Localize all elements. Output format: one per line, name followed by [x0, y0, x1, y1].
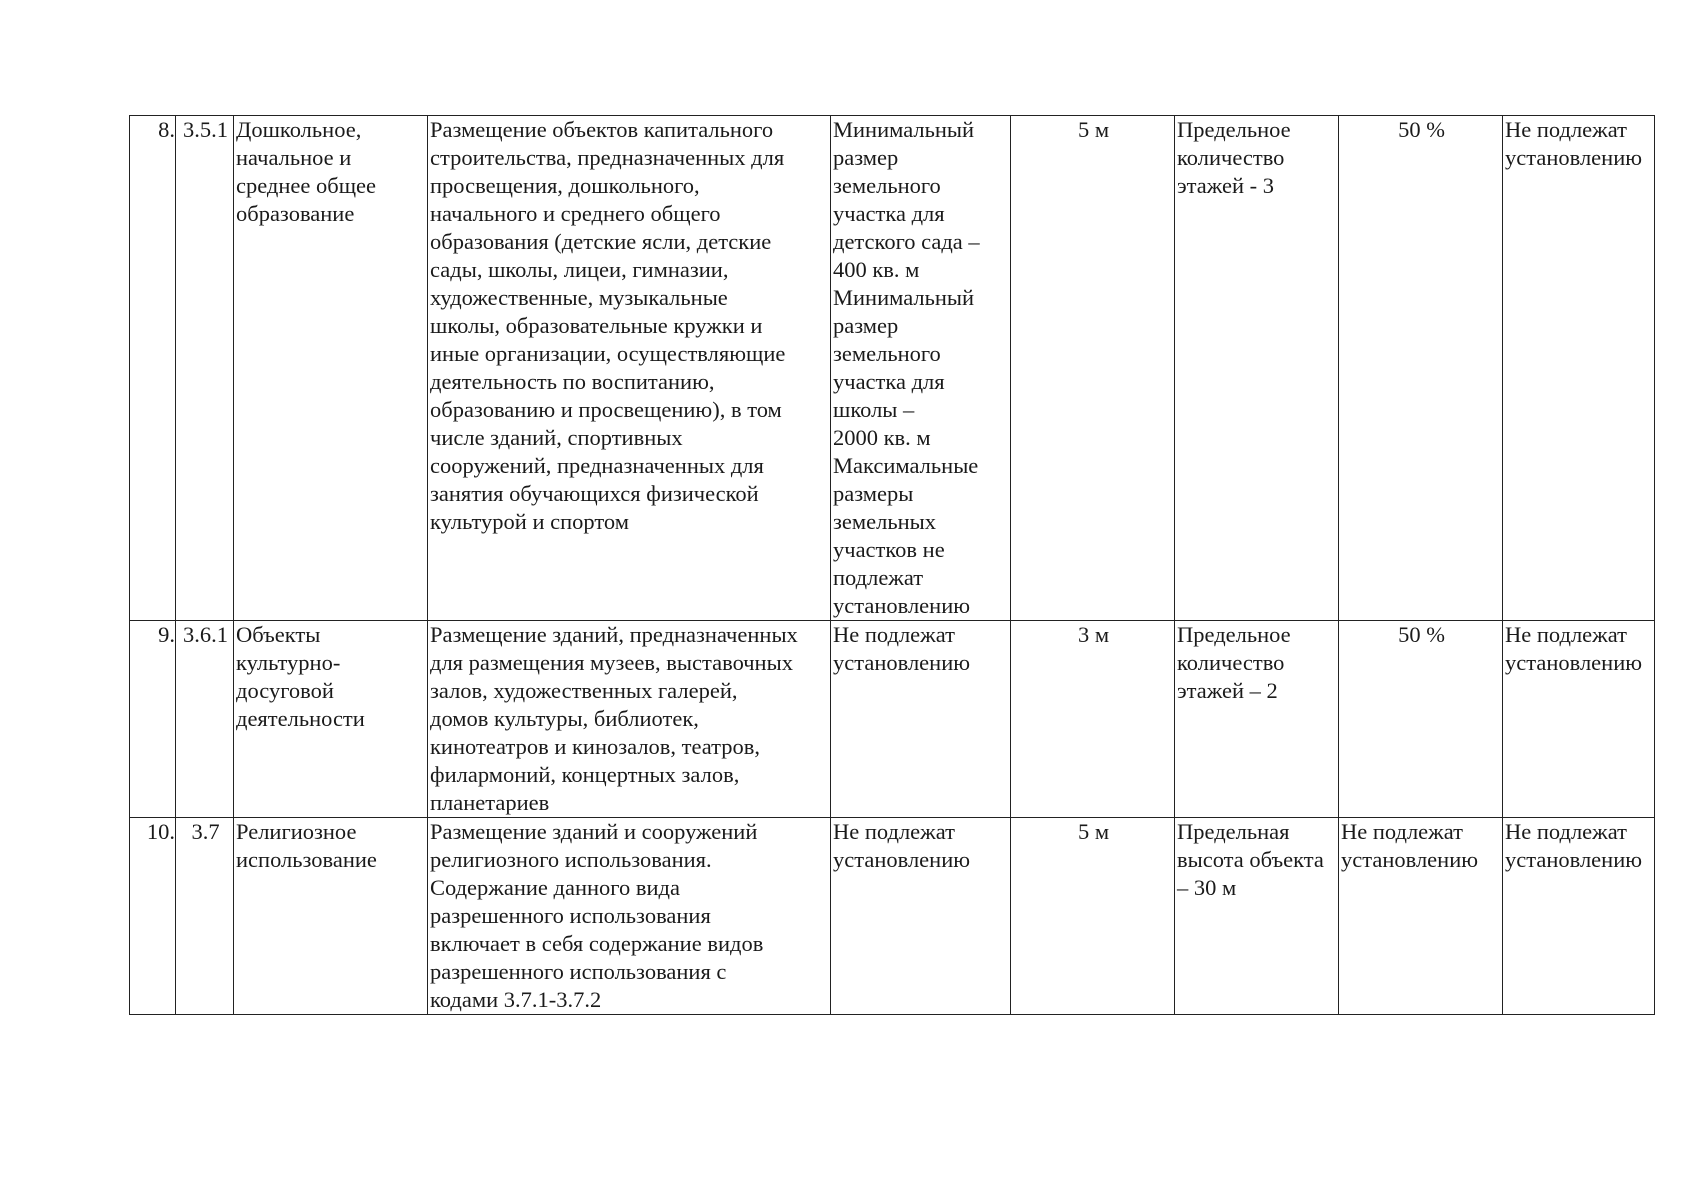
- use-description: Размещение зданий, предназначенных для размещения музеев, выставочных залов, художественных галерей, домов культуры, библиотек, кинотеатров и кинозалов, театров, филармоний, концертных залов, планетариев: [428, 621, 831, 818]
- use-code: 3.6.1: [176, 621, 234, 818]
- use-description: Размещение зданий и сооружений религиозного использования. Содержание данного вида разрешенного использования включает в себя содержание видов разрешенного использования с кодами 3.7.1-3.7.2: [428, 818, 831, 1015]
- plot-size: Не подлежат установлению: [831, 621, 1011, 818]
- other-params: Не подлежат установлению: [1503, 621, 1655, 818]
- height-limit: Предельное количество этажей - 3: [1175, 116, 1339, 621]
- row-number: 8.: [130, 116, 176, 621]
- coverage: Не подлежат установлению: [1339, 818, 1503, 1015]
- plot-size: Минимальный размер земельного участка для детского сада – 400 кв. м Минимальный размер земельного участка для школы – 2000 кв. м Максимальные размеры земельных участков не подлежат установлению: [831, 116, 1011, 621]
- setback: 5 м: [1011, 116, 1175, 621]
- use-name: Объекты культурно- досуговой деятельности: [234, 621, 428, 818]
- row-number: 9.: [130, 621, 176, 818]
- coverage: 50 %: [1339, 621, 1503, 818]
- table-row: [130, 818, 1655, 1015]
- use-description: Размещение объектов капитального строительства, предназначенных для просвещения, дошкольного, начального и среднего общего образования (детские ясли, детские сады, школы, лицеи, гимназии, художественные, музыкальные школы, образовательные кружки и иные организации, осуществляющие деятельность по воспитанию, образованию и просвещению), в том числе зданий, спортивных сооружений, предназначенных для занятия обучающихся физической культурой и спортом: [428, 116, 831, 621]
- land-use-table: [129, 115, 1655, 1015]
- table-row: [130, 116, 1655, 621]
- row-number: 10.: [130, 818, 176, 1015]
- use-name: Религиозное использование: [234, 818, 428, 1015]
- setback: 3 м: [1011, 621, 1175, 818]
- setback: 5 м: [1011, 818, 1175, 1015]
- height-limit: Предельное количество этажей – 2: [1175, 621, 1339, 818]
- coverage: 50 %: [1339, 116, 1503, 621]
- plot-size: Не подлежат установлению: [831, 818, 1011, 1015]
- use-code: 3.5.1: [176, 116, 234, 621]
- height-limit: Предельная высота объекта – 30 м: [1175, 818, 1339, 1015]
- table-row: [130, 621, 1655, 818]
- use-code: 3.7: [176, 818, 234, 1015]
- other-params: Не подлежат установлению: [1503, 818, 1655, 1015]
- use-name: Дошкольное, начальное и среднее общее образование: [234, 116, 428, 621]
- other-params: Не подлежат установлению: [1503, 116, 1655, 621]
